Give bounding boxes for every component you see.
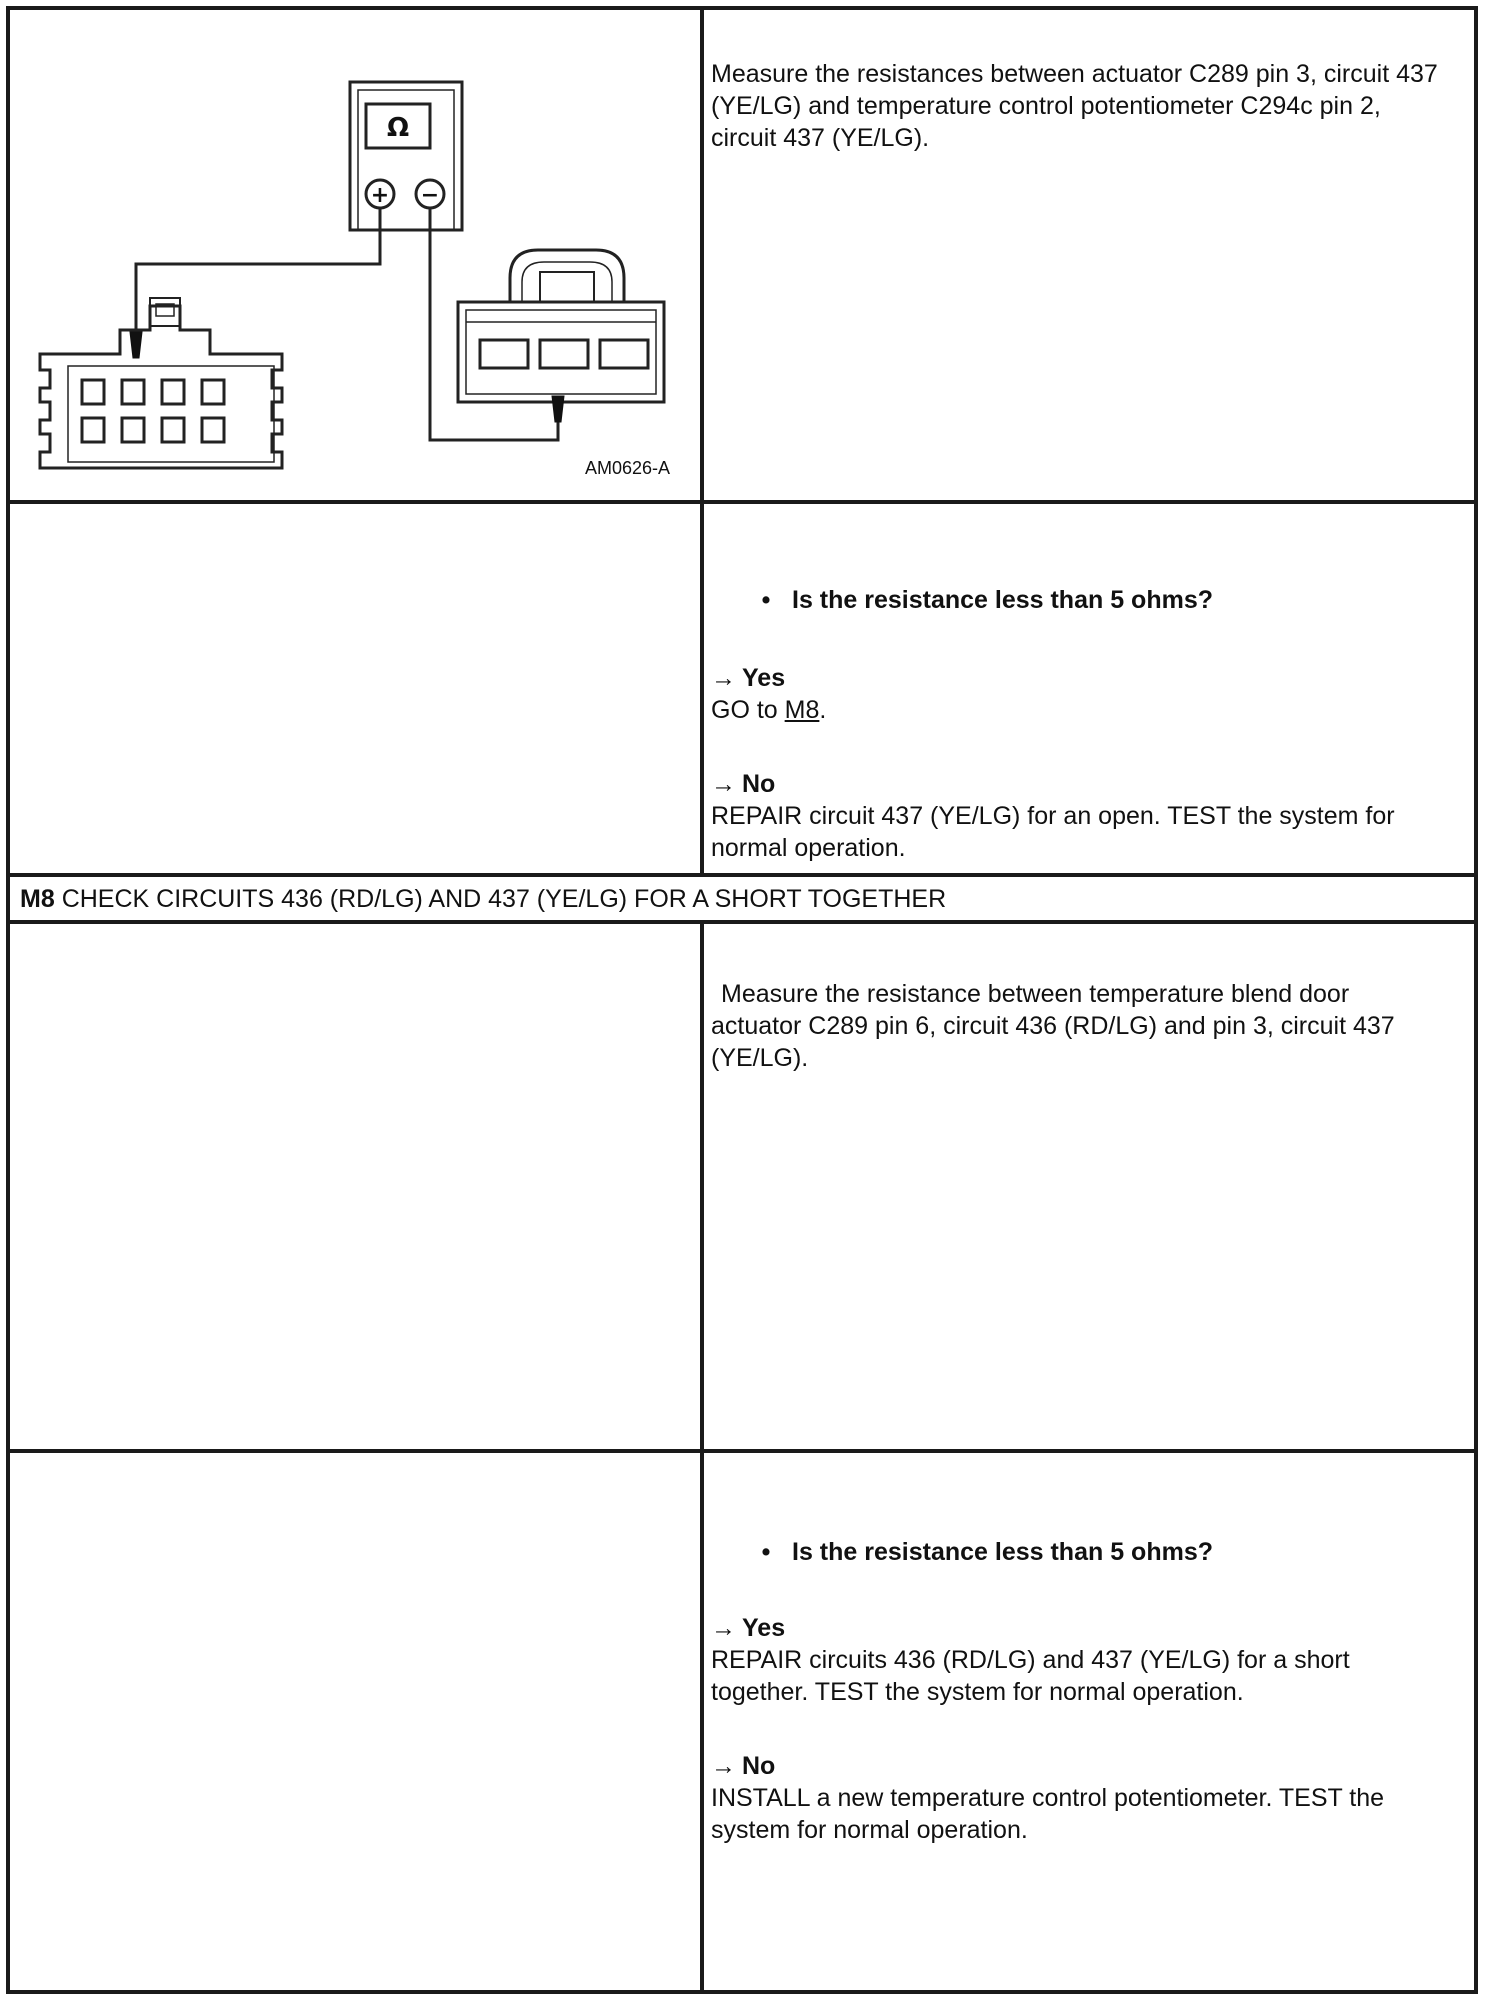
bullet-icon: • — [761, 586, 771, 614]
column-divider — [700, 6, 704, 504]
step-instruction: Measure the resistances between actuator C289 pin 3, circuit 437 (YE/LG) and temperature control potentiometer C294c pin 2, circuit 437 (YE/LG). — [711, 60, 1438, 152]
arrow-icon: → — [711, 664, 736, 692]
no-label: No — [742, 770, 776, 798]
answer-no — [711, 768, 1441, 864]
row-divider — [6, 1449, 1478, 1453]
figure-id: AM0626-A — [584, 458, 670, 478]
step-question — [740, 584, 1440, 616]
no-label: No — [742, 1752, 776, 1780]
diagram-cell — [10, 10, 700, 500]
question-text: Is the resistance less than 5 ohms? — [792, 1538, 1213, 1566]
step-header — [20, 883, 1460, 915]
column-divider — [700, 500, 704, 877]
no-text: REPAIR circuit 437 (YE/LG) for an open. TEST the system for normal operation. — [711, 802, 1395, 862]
row-divider — [6, 920, 1478, 924]
yes-text-suffix: . — [819, 696, 827, 724]
yes-text: GO to — [711, 696, 785, 724]
column-divider — [700, 920, 704, 1994]
arrow-icon: → — [711, 1752, 736, 1780]
step-id: M8 — [20, 885, 55, 913]
yes-text: REPAIR circuits 436 (RD/LG) and 437 (YE/LG) for a short together. TEST the system for normal operation. — [711, 1646, 1350, 1706]
bullet-icon: • — [761, 1538, 771, 1566]
m8-question — [740, 1536, 1440, 1568]
goto-m8-link[interactable]: M8 — [784, 696, 820, 724]
yes-label: Yes — [742, 664, 786, 692]
m8-answer-no — [711, 1750, 1441, 1846]
row-divider — [6, 500, 1478, 504]
m8-instruction: Measure the resistance between temperature blend door actuator C289 pin 6, circuit 436 (RD/LG) and pin 3, circuit 437 (YE/LG). — [711, 980, 1395, 1072]
step-title: CHECK CIRCUITS 436 (RD/LG) AND 437 (YE/LG) FOR A SHORT TOGETHER — [61, 885, 947, 913]
arrow-icon: → — [711, 1614, 736, 1642]
no-text: INSTALL a new temperature control potentiometer. TEST the system for normal operation. — [711, 1784, 1385, 1844]
multimeter-diagram — [10, 10, 700, 500]
ohm-symbol: Ω — [386, 113, 410, 143]
minus-symbol: − — [420, 183, 440, 208]
plus-symbol: + — [370, 183, 390, 208]
arrow-icon: → — [711, 770, 736, 798]
m8-answer-yes — [711, 1612, 1441, 1708]
answer-yes — [711, 662, 1441, 726]
yes-label: Yes — [742, 1614, 786, 1642]
row-divider — [6, 873, 1478, 877]
question-text: Is the resistance less than 5 ohms? — [792, 586, 1213, 614]
